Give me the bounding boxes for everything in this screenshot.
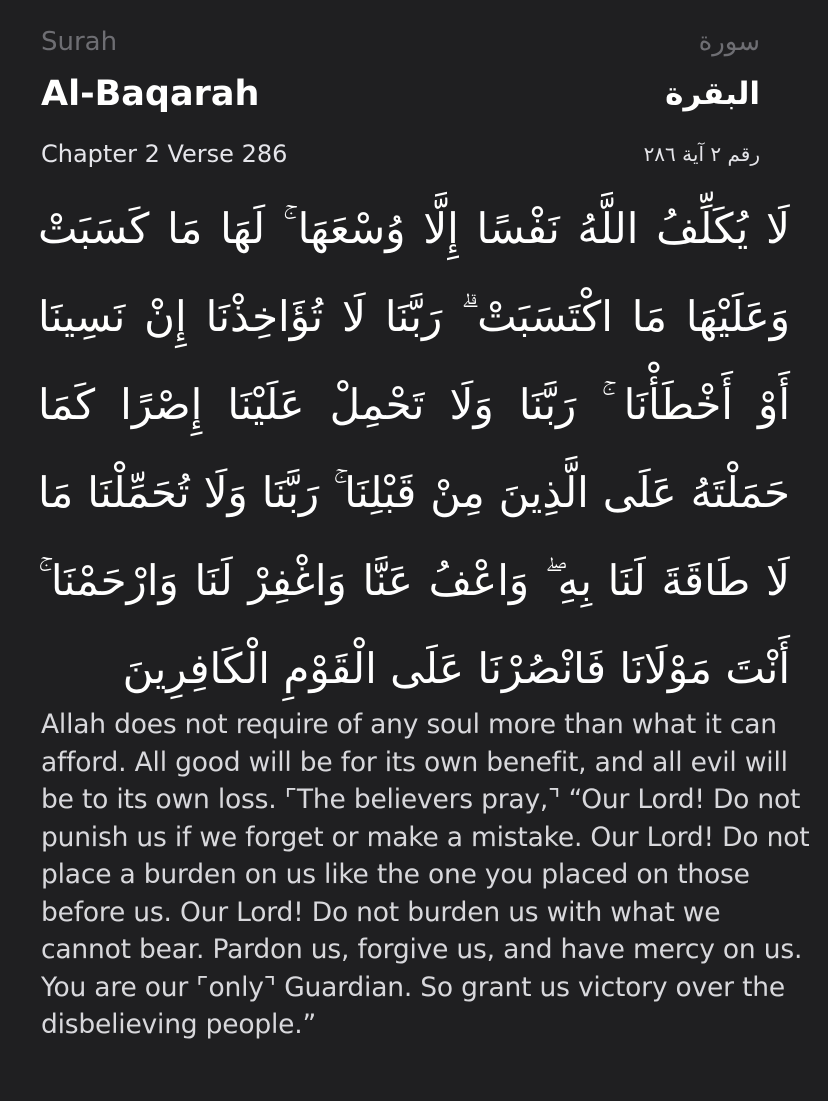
surah-label-arabic: سورة [698,27,760,57]
surah-name: Al-Baqarah [41,74,260,114]
verse-translation: Allah does not require of any soul more than what it can afford. All good will be for its own benefit, and all evil will be to its own loss. ⌜The believers pray,⌝ “Our Lord! Do not punish us if we forget or make a mistake. Our Lord! Do not place a burden on us like the one you placed on those before us. Our Lord! Do not burden us with what we cannot bear. Pardon us, forgive us, and have mercy on us. You are our ⌜only⌝ Guardian. So grant us victory over the disbelieving people.” [41,709,810,1040]
verse-reference: Chapter 2 Verse 286 [41,140,288,168]
surah-label: Surah [41,27,118,57]
verse-reference-arabic: رقم ٢ آية ٢٨٦ [643,142,760,166]
surah-header-english [41,22,421,174]
surah-header-arabic [380,22,760,174]
verse-arabic-text: لَا يُكَلِّفُ اللَّهُ نَفْسًا إِلَّا وُسْعَهَا ۚ لَهَا مَا كَسَبَتْ وَعَلَيْهَا مَا اكْتَسَبَتْ ۗ رَبَّنَا لَا تُؤَاخِذْنَا إِنْ نَسِينَا أَوْ أَخْطَأْنَا ۚ رَبَّنَا وَلَا تَحْمِلْ عَلَيْنَا إِصْرًا كَمَا حَمَلْتَهُ عَلَى الَّذِينَ مِنْ قَبْلِنَا ۚ رَبَّنَا وَلَا تُحَمِّلْنَا مَا لَا طَاقَةَ لَنَا بِهِ ۖ وَاعْفُ عَنَّا وَاغْفِرْ لَنَا وَارْحَمْنَا ۚ أَنْتَ مَوْلَانَا فَانْصُرْنَا عَلَى الْقَوْمِ الْكَافِرِينَ [38,204,790,693]
surah-name-arabic: البقرة [665,76,760,112]
